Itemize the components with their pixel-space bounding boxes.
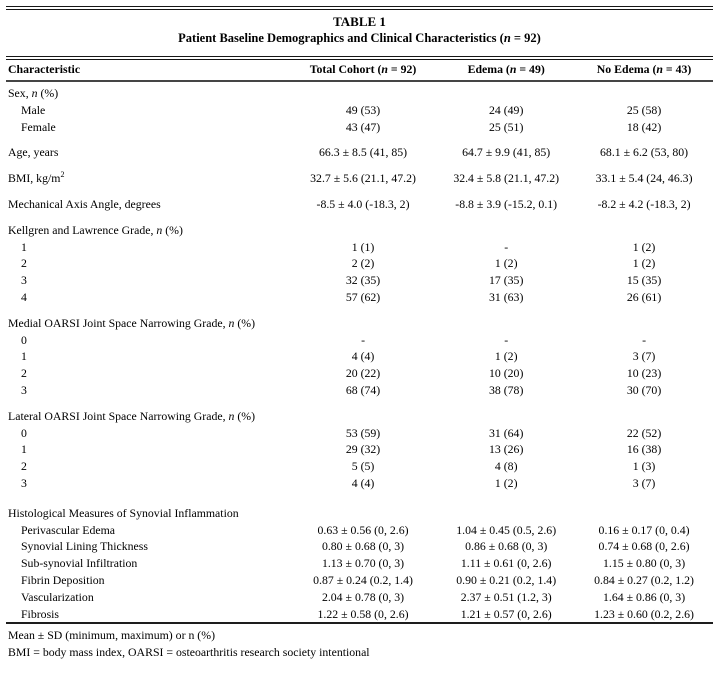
- table-row: [6, 572, 713, 589]
- cell-value: -: [504, 239, 509, 254]
- cell-value: 15 (35): [626, 273, 662, 288]
- table-row: [6, 170, 713, 187]
- cell-value: 30 (70): [626, 382, 662, 397]
- table-body: [6, 81, 713, 623]
- table-row: [6, 239, 713, 256]
- cell-value: 57 (62): [345, 289, 381, 304]
- table-row: [6, 522, 713, 539]
- spacer-cell: [6, 161, 713, 170]
- table-row: [6, 119, 713, 136]
- cell-value: -8.5 ± 4.0 (-18.3, 2): [316, 196, 410, 211]
- cell-value: 32 (35): [345, 273, 381, 288]
- table-row: [6, 606, 713, 624]
- cell-value: 1 (3): [632, 459, 656, 474]
- cell-value: 25 (58): [626, 102, 662, 117]
- cell-value: 32.7 ± 5.6 (21.1, 47.2): [310, 171, 416, 186]
- footnote-mean-sd: Mean ± SD (minimum, maximum) or n (%): [8, 628, 215, 643]
- row-label: Vascularization: [21, 589, 94, 604]
- cell-value: 3 (7): [632, 475, 656, 490]
- cell-value: 0.84 ± 0.27 (0.2, 1.2): [594, 572, 694, 587]
- table-row: [6, 538, 713, 555]
- cell-value: 0.87 ± 0.24 (0.2, 1.4): [313, 572, 413, 587]
- table-row: [6, 408, 713, 425]
- row-label: 0: [21, 332, 27, 347]
- cell-value: 4 (4): [351, 475, 375, 490]
- row-label: 2: [21, 366, 27, 381]
- table-row: [6, 306, 713, 315]
- cell-value: 4 (4): [351, 349, 375, 364]
- cell-value: 68 (74): [345, 382, 381, 397]
- cell-value: 1.23 ± 0.60 (0.2, 2.6): [594, 606, 694, 621]
- cell-value: 1 (2): [632, 256, 656, 271]
- spacer-cell: [6, 213, 713, 222]
- row-label: 3: [21, 273, 27, 288]
- cell-value: 64.7 ± 9.9 (41, 85): [462, 145, 551, 160]
- table-row: [6, 144, 713, 161]
- spacer-cell: [6, 399, 713, 408]
- row-label: BMI, $kg/m^2$: [8, 170, 65, 186]
- cell-value: 1.11 ± 0.61 (0, 2.6): [460, 556, 552, 571]
- cell-value: [575, 408, 713, 425]
- table-row: [6, 196, 713, 213]
- cell-value: 0.80 ± 0.68 (0, 3): [321, 539, 405, 554]
- table-row: [6, 289, 713, 306]
- cell-value: 1.22 ± 0.58 (0, 2.6): [317, 606, 409, 621]
- table-row: [6, 187, 713, 196]
- table-row: [6, 475, 713, 492]
- cell-value: 26 (61): [626, 289, 662, 304]
- cell-value: -: [504, 332, 509, 347]
- row-label: 2: [21, 459, 27, 474]
- table-row: [6, 332, 713, 349]
- cell-value: 43 (47): [345, 119, 381, 134]
- spacer-cell: [6, 135, 713, 144]
- cell-value: 0.86 ± 0.68 (0, 3): [465, 539, 548, 554]
- table-row: [6, 81, 713, 102]
- row-label: 3: [21, 475, 27, 490]
- row-label: Sex, n (%): [8, 86, 59, 100]
- cell-value: 25 (51): [488, 119, 524, 134]
- cell-value: 1.04 ± 0.45 (0.5, 2.6): [456, 522, 557, 537]
- cell-value: 20 (22): [345, 366, 381, 381]
- col-header-characteristic: Characteristic: [6, 60, 289, 81]
- cell-value: 1 (2): [632, 239, 656, 254]
- cell-value: 4 (8): [494, 459, 518, 474]
- row-label: 1: [21, 442, 27, 457]
- table-row: [6, 441, 713, 458]
- cell-value: [437, 315, 575, 332]
- cell-value: 1 (2): [494, 475, 518, 490]
- table-row: [6, 161, 713, 170]
- spacer-cell: [6, 306, 713, 315]
- table-row: [6, 213, 713, 222]
- cell-value: 17 (35): [488, 273, 524, 288]
- table-row: [6, 135, 713, 144]
- table-title: Patient Baseline Demographics and Clinical Characteristics (n = 92): [178, 31, 541, 45]
- table-row: [6, 555, 713, 572]
- table-row: [6, 505, 713, 522]
- table-row: [6, 399, 713, 408]
- cell-value: -: [642, 332, 647, 347]
- cell-value: 2 (2): [351, 256, 375, 271]
- cell-value: [289, 315, 437, 332]
- cell-value: 1.64 ± 0.86 (0, 3): [602, 589, 686, 604]
- cell-value: 33.1 ± 5.4 (24, 46.3): [595, 171, 693, 186]
- cell-value: [437, 505, 575, 522]
- row-label: Medial OARSI Joint Space Narrowing Grade, n (%): [8, 315, 256, 330]
- cell-value: 1 (2): [494, 349, 518, 364]
- cell-value: 31 (63): [488, 289, 524, 304]
- table-row: [6, 102, 713, 119]
- row-label: 3: [21, 382, 27, 397]
- footnotes: [6, 624, 713, 661]
- cell-value: 32.4 ± 5.8 (21.1, 47.2): [453, 171, 560, 186]
- cell-value: 1.21 ± 0.57 (0, 2.6): [460, 606, 552, 621]
- spacer-cell: [6, 492, 713, 505]
- row-label: Male: [21, 102, 46, 117]
- row-label: 0: [21, 425, 27, 440]
- cell-value: [575, 315, 713, 332]
- row-label: Age, years: [8, 145, 59, 160]
- cell-value: [575, 505, 713, 522]
- cell-value: [437, 81, 575, 102]
- cell-value: 68.1 ± 6.2 (53, 80): [600, 145, 689, 160]
- row-label: Kellgren and Lawrence Grade, n (%): [8, 222, 183, 237]
- cell-value: [289, 81, 437, 102]
- cell-value: [289, 408, 437, 425]
- table-number-label: TABLE 1: [333, 14, 386, 29]
- row-label: Perivascular Edema: [21, 522, 116, 537]
- cell-value: 0.90 ± 0.21 (0.2, 1.4): [456, 572, 557, 587]
- demographics-table: [6, 60, 713, 624]
- cell-value: 16 (38): [626, 442, 662, 457]
- cell-value: 49 (53): [345, 102, 381, 117]
- table-row: [6, 272, 713, 289]
- row-label: Female: [21, 119, 56, 134]
- row-label: Fibrosis: [21, 606, 60, 621]
- cell-value: 2.37 ± 0.51 (1.2, 3): [460, 589, 552, 604]
- table-row: [6, 365, 713, 382]
- row-label: 4: [21, 289, 27, 304]
- cell-value: 2.04 ± 0.78 (0, 3): [321, 589, 405, 604]
- row-label: Lateral OARSI Joint Space Narrowing Grade, n (%): [8, 408, 256, 423]
- table-row: [6, 348, 713, 365]
- cell-value: 3 (7): [632, 349, 656, 364]
- col-header-no-edema: No Edema (n = 43): [575, 60, 713, 81]
- cell-value: 0.63 ± 0.56 (0, 2.6): [317, 522, 409, 537]
- col-header-total-cohort: Total Cohort (n = 92): [289, 60, 437, 81]
- table-row: [6, 255, 713, 272]
- cell-value: 1.15 ± 0.80 (0, 3): [602, 556, 686, 571]
- row-label: Sub-synovial Infiltration: [21, 556, 138, 571]
- cell-value: 10 (23): [626, 366, 662, 381]
- cell-value: 1 (2): [494, 256, 518, 271]
- cell-value: 24 (49): [488, 102, 524, 117]
- cell-value: 10 (20): [488, 366, 524, 381]
- cell-value: -8.2 ± 4.2 (-18.3, 2): [597, 196, 691, 211]
- cell-value: 1 (1): [351, 239, 375, 254]
- cell-value: 31 (64): [488, 425, 524, 440]
- row-label: 1: [21, 349, 27, 364]
- cell-value: [289, 505, 437, 522]
- cell-value: 0.16 ± 0.17 (0, 0.4): [598, 522, 690, 537]
- cell-value: [575, 81, 713, 102]
- table-row: [6, 492, 713, 505]
- table-row: [6, 315, 713, 332]
- table-row: [6, 382, 713, 399]
- table-row: [6, 222, 713, 239]
- row-label: 1: [21, 239, 27, 254]
- cell-value: 13 (26): [488, 442, 524, 457]
- cell-value: 38 (78): [488, 382, 524, 397]
- cell-value: 0.74 ± 0.68 (0, 2.6): [598, 539, 690, 554]
- footnote-abbreviations: BMI = body mass index, OARSI = osteoarthritis research society intentional: [8, 645, 370, 660]
- cell-value: 29 (32): [345, 442, 381, 457]
- row-label: Synovial Lining Thickness: [21, 539, 148, 554]
- cell-value: [437, 408, 575, 425]
- row-label: Fibrin Deposition: [21, 572, 105, 587]
- table-header: [6, 60, 713, 81]
- table-row: [6, 458, 713, 475]
- table-row: [6, 425, 713, 442]
- cell-value: 22 (52): [626, 425, 662, 440]
- cell-value: 18 (42): [626, 119, 662, 134]
- cell-value: 53 (59): [345, 425, 381, 440]
- cell-value: 66.3 ± 8.5 (41, 85): [319, 145, 408, 160]
- row-label: 2: [21, 256, 27, 271]
- table-row: [6, 589, 713, 606]
- row-label: Mechanical Axis Angle, degrees: [8, 196, 161, 211]
- cell-value: [289, 222, 437, 239]
- cell-value: 5 (5): [351, 459, 375, 474]
- col-header-edema: Edema (n = 49): [437, 60, 575, 81]
- header-row: [6, 60, 713, 81]
- cell-value: 1.13 ± 0.70 (0, 3): [321, 556, 405, 571]
- cell-value: -8.8 ± 3.9 (-15.2, 0.1): [455, 196, 558, 211]
- cell-value: -: [361, 332, 365, 347]
- spacer-cell: [6, 187, 713, 196]
- row-label: Histological Measures of Synovial Inflammation: [8, 505, 239, 520]
- cell-value: [437, 222, 575, 239]
- title-block: [6, 10, 713, 56]
- cell-value: [575, 222, 713, 239]
